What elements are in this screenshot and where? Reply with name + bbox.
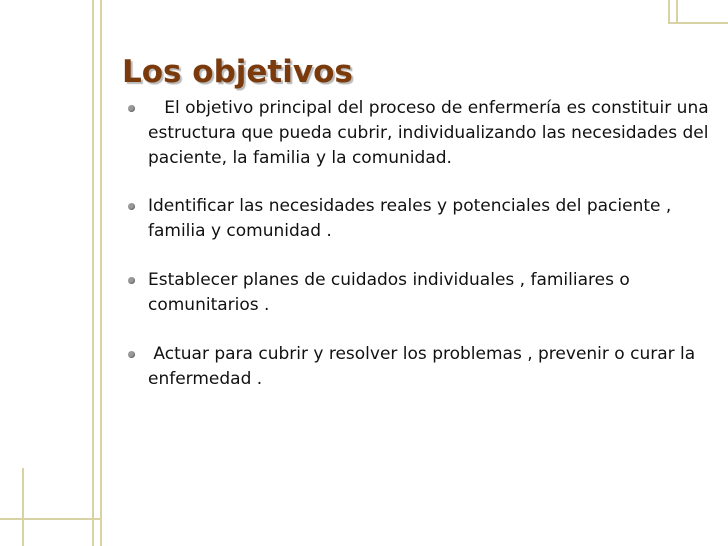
bullet-item: [122, 96, 715, 171]
frame-line-right: [668, 0, 670, 22]
frame-line-bottom-left: [22, 468, 24, 546]
frame-line-left-inner: [100, 0, 102, 546]
bullet-text: Actuar para cubrir y resolver los problemas , prevenir o curar la enfermedad .: [148, 344, 701, 389]
bullet-text: Establecer planes de cuidados individuales , familiares o comunitarios .: [148, 270, 630, 315]
bullet-dot-icon: [128, 105, 135, 112]
bullet-text: El objetivo principal del proceso de enfermería es constituir una estructura que pueda cubrir, individualizando las necesidades del paciente, la familia y la comunidad.: [148, 98, 715, 168]
frame-line-top-right: [668, 22, 728, 24]
frame-line-left: [92, 0, 94, 546]
bullet-item: [122, 268, 712, 318]
bullet-item: [122, 194, 712, 244]
slide-title: Los objetivos: [122, 54, 353, 90]
bullet-dot-icon: [128, 351, 135, 358]
bullet-dot-icon: [128, 203, 135, 210]
bullet-text: Identificar las necesidades reales y potenciales del paciente , familia y comunidad .: [148, 196, 672, 241]
bullet-item: [122, 342, 712, 392]
frame-line-right-inner: [676, 0, 678, 22]
bullet-dot-icon: [128, 277, 135, 284]
bullet-list: [122, 96, 715, 416]
frame-line-bottom-left-h: [0, 518, 100, 520]
